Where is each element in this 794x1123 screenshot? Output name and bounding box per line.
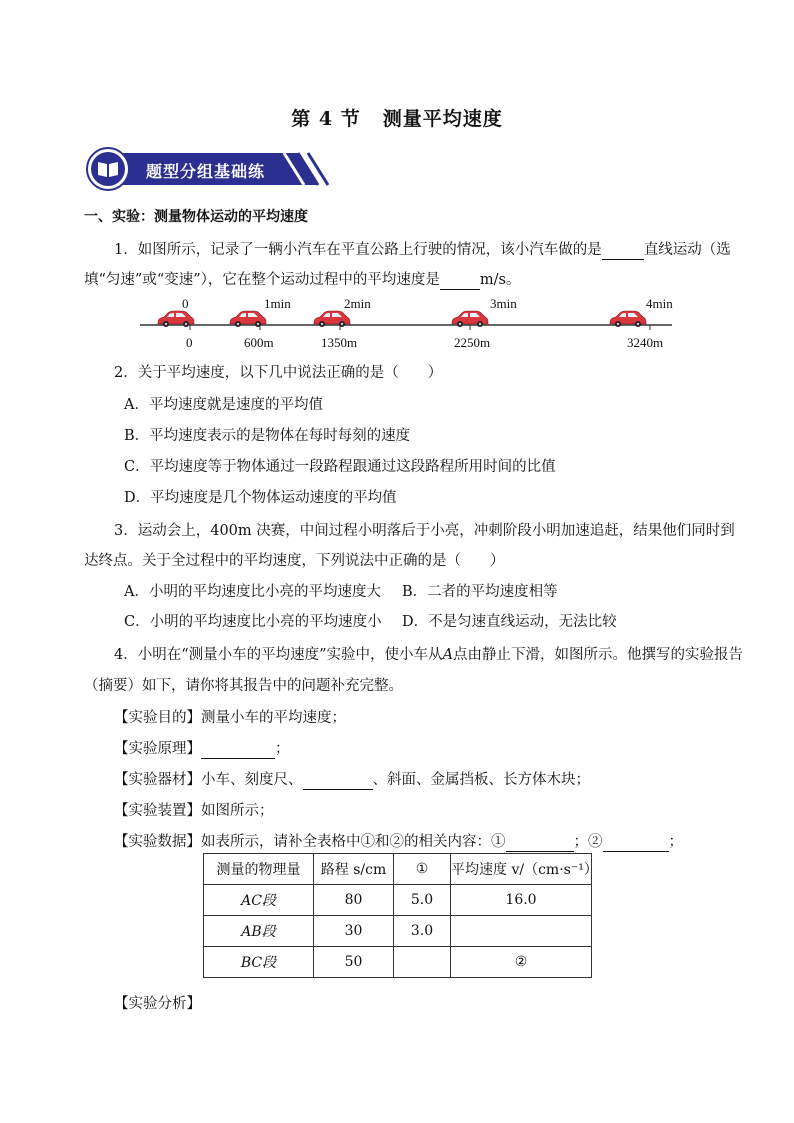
q4-principle: 【实验原理】 ； (114, 741, 290, 757)
q4-materials: 【实验器材】小车、刻度尺、 、斜面、金属挡板、长方体木块； (114, 772, 590, 788)
distance-label: 600m (244, 335, 274, 350)
q1-line1: 1．如图所示，记录了一辆小汽车在平直公路上行驶的情况，该小汽车做的是 直线运动（选 (114, 242, 731, 258)
q2-stem: 2．关于平均速度，以下几中说法正确的是（ ） (114, 365, 443, 381)
q3-option-a[interactable]: A．小明的平均速度比小亮的平均速度大 (124, 584, 381, 600)
q4-data: 【实验数据】如表所示，请补全表格中①和②的相关内容：① ；② ； (114, 834, 683, 850)
time-label: 4min (646, 296, 673, 311)
table-cell: 80 (314, 885, 394, 916)
time-label: 0 (182, 296, 189, 311)
section-name: 测量平均速度 (382, 108, 503, 130)
time-label: 2min (344, 296, 371, 311)
table-row (204, 947, 592, 978)
book-icon (98, 162, 118, 177)
q3-line1: 3．运动会上，400m 决赛，中间过程小明落后于小亮，冲刺阶段小明加速追赶，结果他们同时到 (114, 523, 735, 539)
q4-analysis: 【实验分析】 (114, 996, 201, 1012)
q2-option-b[interactable]: B．平均速度表示的是物体在每时每刻的速度 (124, 428, 411, 444)
table-cell: AB段 (204, 916, 314, 947)
principle-blank[interactable] (201, 742, 275, 759)
q1-blank-2[interactable] (440, 273, 480, 290)
table-header-row (204, 854, 592, 885)
q3-option-d[interactable]: D．不是匀速直线运动，无法比较 (402, 614, 617, 630)
q2-option-a[interactable]: A．平均速度就是速度的平均值 (124, 397, 323, 413)
q2-option-d[interactable]: D．平均速度是几个物体运动速度的平均值 (124, 490, 397, 506)
table-header: 平均速度 v/（cm·s⁻¹） (451, 854, 592, 885)
time-label: 3min (490, 296, 517, 311)
table-cell: 3.0 (394, 916, 451, 947)
data-table (203, 853, 598, 978)
page-title (0, 104, 794, 131)
distance-label: 0 (186, 335, 193, 350)
table-row (204, 916, 592, 947)
q1-blank-1[interactable] (602, 243, 644, 260)
q4-line2: （摘要）如下，请你将其报告中的问题补充完整。 (84, 678, 403, 694)
table-cell: BC段 (204, 947, 314, 978)
distance-label: 3240m (627, 335, 664, 350)
distance-label: 2250m (454, 335, 491, 350)
table-cell: 5.0 (394, 885, 451, 916)
q4-line1: 4．小明在“测量小车的平均速度”实验中，使小车从A点由静止下滑，如图所示。他撰写的实验报告 (114, 647, 744, 663)
table-header: 路程 s/cm (314, 854, 394, 885)
table-cell: ② (451, 947, 592, 978)
q1-line2: 填“匀速”或“变速”），它在整个运动过程中的平均速度是 m/s。 (84, 272, 521, 288)
data-blank-1[interactable] (506, 835, 574, 852)
section-number: 第 4 节 (291, 108, 361, 130)
q4-purpose: 【实验目的】测量小车的平均速度； (114, 710, 346, 726)
table-cell: AC段 (204, 885, 314, 916)
q2-option-c[interactable]: C．平均速度等于物体通过一段路程跟通过这段路程所用时间的比值 (124, 459, 556, 475)
table-cell[interactable] (451, 916, 592, 947)
table-header: ① (394, 854, 451, 885)
table-cell: 30 (314, 916, 394, 947)
q3-option-c[interactable]: C．小明的平均速度比小亮的平均速度小 (124, 614, 382, 630)
table-header: 测量的物理量 (204, 854, 314, 885)
distance-label: 1350m (321, 335, 358, 350)
materials-blank[interactable] (303, 773, 373, 790)
time-label: 1min (264, 296, 291, 311)
table-cell: 50 (314, 947, 394, 978)
q4-setup: 【实验装置】如图所示； (114, 803, 274, 819)
table-row (204, 885, 592, 916)
banner-label: 题型分组基础练 (146, 162, 266, 181)
table-cell: 16.0 (451, 885, 592, 916)
road-svg (140, 306, 680, 332)
q3-line2: 达终点。关于全过程中的平均速度，下列说法中正确的是（ ） (84, 553, 505, 569)
q3-option-b[interactable]: B．二者的平均速度相等 (402, 584, 558, 600)
table-cell[interactable] (394, 947, 451, 978)
section-heading: 一、实验：测量物体运动的平均速度 (84, 209, 308, 225)
data-blank-2[interactable] (603, 835, 669, 852)
